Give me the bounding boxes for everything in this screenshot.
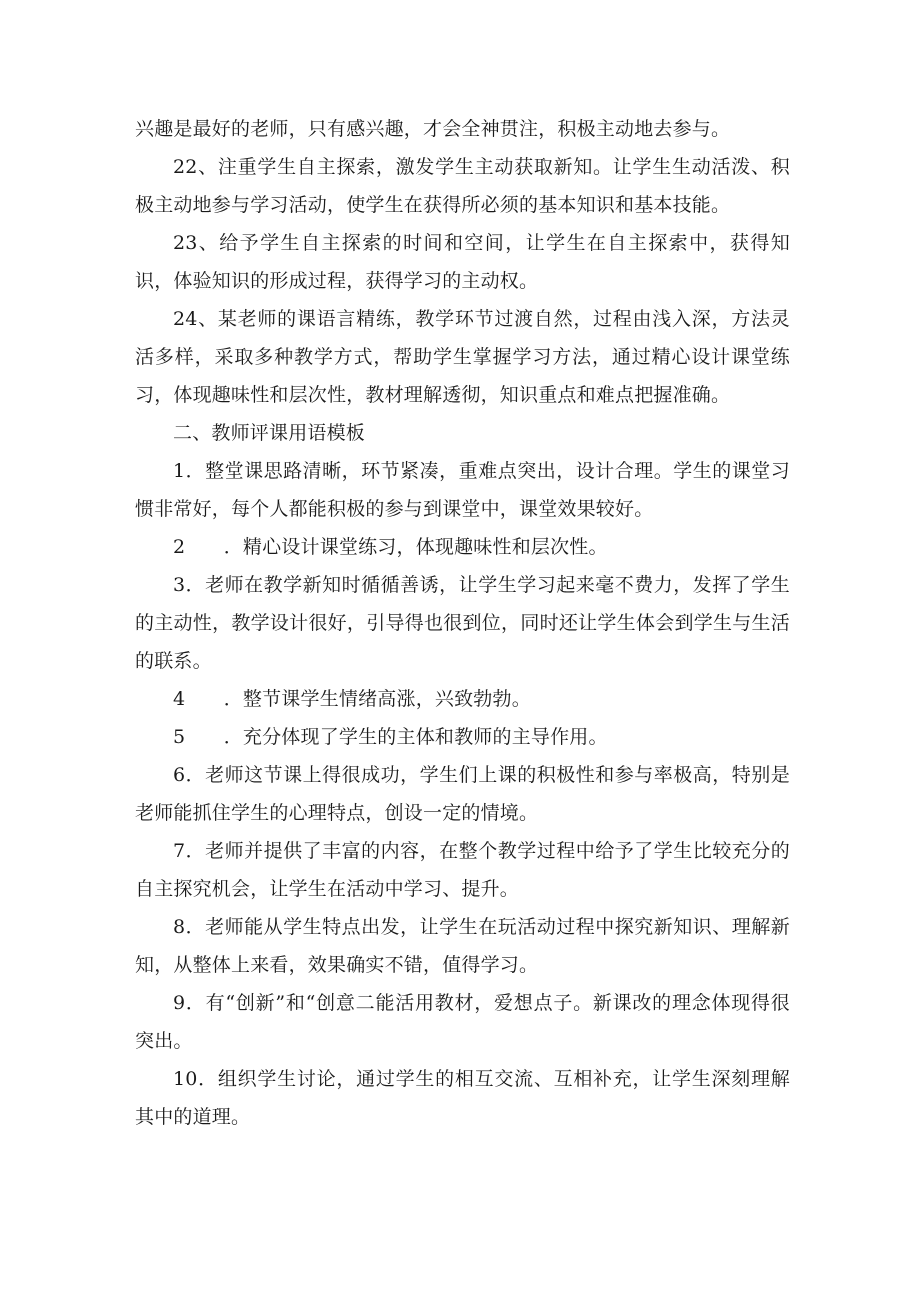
section-heading: 二、教师评课用语模板 <box>173 422 366 444</box>
paragraph-item-23: 23、给予学生自主探索的时间和空间，让学生在自主探索中，获得知识，体验知识的形成过程，获得学习的主动权。 <box>135 232 790 292</box>
template-item-7: 7．老师并提供了丰富的内容，在整个教学过程中给予了学生比较充分的自主探究机会，让学生在活动中学习、提升。 <box>135 840 790 900</box>
template-item-4: 4 ．整节课学生情绪高涨，兴致勃勃。 <box>173 688 531 710</box>
template-item-1: 1．整堂课思路清晰，环节紧凑，重难点突出，设计合理。学生的课堂习惯非常好，每个人都能积极的参与到课堂中，课堂效果较好。 <box>135 460 790 520</box>
template-item-5: 5 ．充分体现了学生的主体和教师的主导作用。 <box>173 726 608 748</box>
template-item-3: 3．老师在教学新知时循循善诱，让学生学习起来毫不费力，发挥了学生的主动性，教学设计很好，引导得也很到位，同时还让学生体会到学生与生活的联系。 <box>135 574 790 672</box>
template-item-6: 6．老师这节课上得很成功，学生们上课的积极性和参与率极高，特别是老师能抓住学生的心理特点，创设一定的情境。 <box>135 764 790 824</box>
template-item-2: 2 ．精心设计课堂练习，体现趣味性和层次性。 <box>173 536 608 558</box>
template-item-8: 8．老师能从学生特点出发，让学生在玩活动过程中探究新知识、理解新知，从整体上来看，效果确实不错，值得学习。 <box>135 916 790 976</box>
paragraph-item-24: 24、某老师的课语言精练，教学环节过渡自然，过程由浅入深，方法灵活多样，采取多种教学方式，帮助学生掌握学习方法，通过精心设计课堂练习，体现趣味性和层次性，教材理解透彻，知识重点和难点把握准确。 <box>135 308 790 406</box>
paragraph-continuation: 兴趣是最好的老师，只有感兴趣，才会全神贯注，积极主动地去参与。 <box>135 118 731 140</box>
paragraph-item-22: 22、注重学生自主探索，激发学生主动获取新知。让学生生动活泼、积极主动地参与学习活动，使学生在获得所必须的基本知识和基本技能。 <box>135 156 790 216</box>
template-item-10: 10．组织学生讨论，通过学生的相互交流、互相补充，让学生深刻理解其中的道理。 <box>135 1068 790 1128</box>
template-item-9: 9．有“创新”和“创意二能活用教材，爱想点子。新课改的理念体现得很突出。 <box>135 992 790 1052</box>
document-body <box>135 110 790 1136</box>
